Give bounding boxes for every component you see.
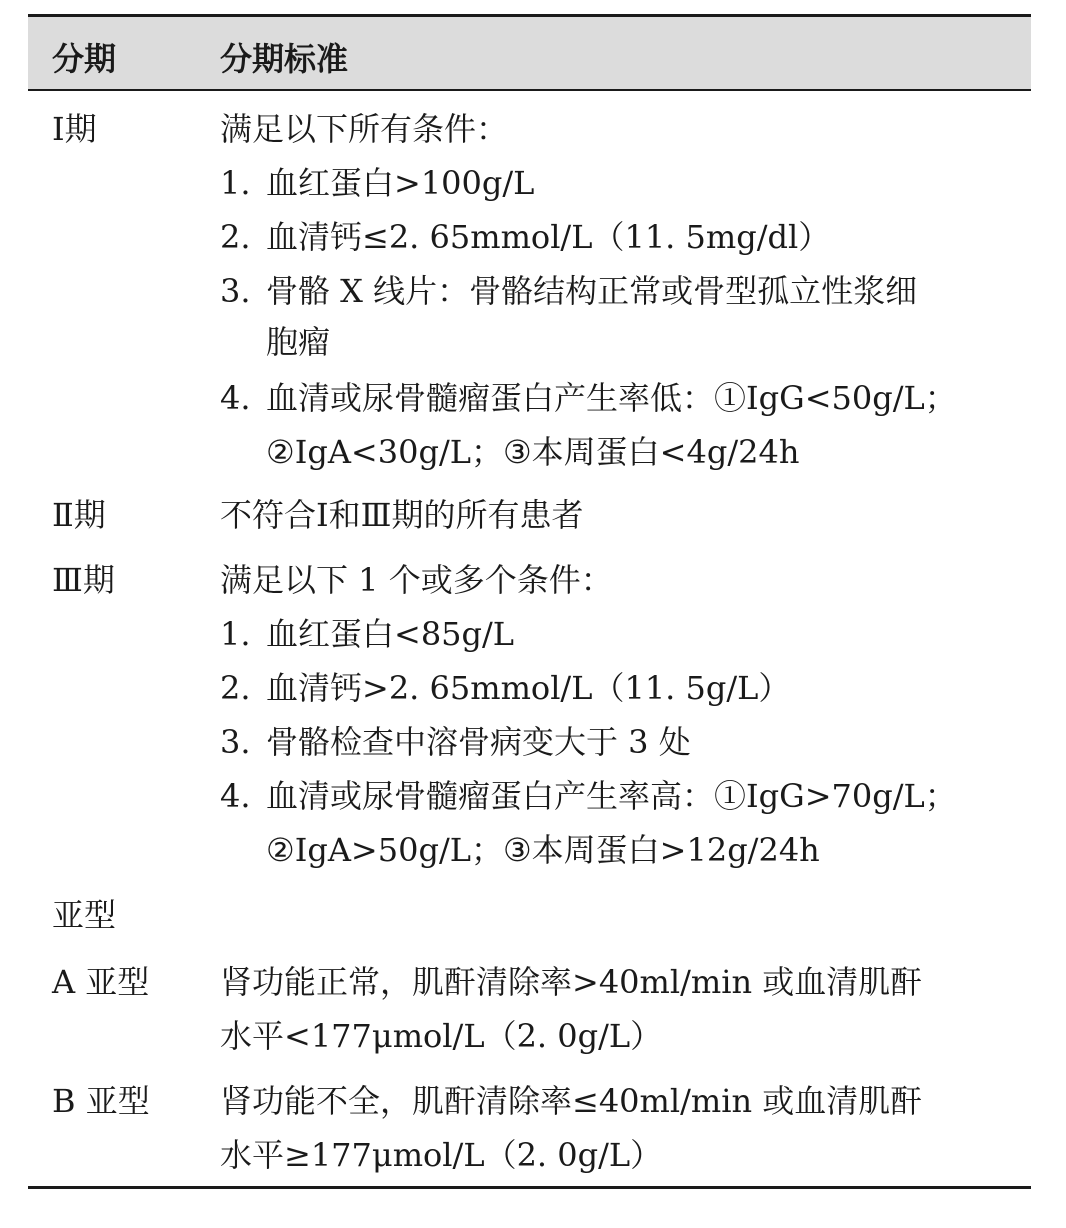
subtype-a-cont: 水平<177μmol/L（2. 0g/L） (220, 1017, 663, 1055)
stage3-item3-text: 骨骼检查中溶骨病变大于 3 处 (266, 723, 691, 761)
stage2-text: 不符合Ⅰ和Ⅲ期的所有患者 (220, 496, 584, 534)
stage3-item1-text: 血红蛋白<85g/L (266, 615, 515, 653)
stage1-item2-num: 2. (220, 218, 251, 256)
subtype-b-text: 肾功能不全，肌酐清除率≤40ml/min 或血清肌酐 (220, 1082, 923, 1120)
stage1-item3-cont: 胞瘤 (266, 323, 331, 361)
stage3-item4-text: 血清或尿骨髓瘤蛋白产生率高：①IgG>70g/L； (266, 777, 957, 815)
stage1-item4-num: 4. (220, 379, 251, 417)
stage1-item3-num: 3. (220, 272, 251, 310)
stage3-item2-text: 血清钙>2. 65mmol/L（11. 5g/L） (266, 669, 791, 707)
stage1-item3-text: 骨骼 X 线片：骨骼结构正常或骨型孤立性浆细 (266, 272, 918, 310)
staging-table (28, 14, 1031, 1190)
stage1-item2-text: 血清钙≤2. 65mmol/L（11. 5mg/dl） (266, 218, 831, 256)
stage1-item4-cont: ②IgA<30g/L；③本周蛋白<4g/24h (266, 433, 800, 471)
stage3-intro: 满足以下 1 个或多个条件： (220, 561, 613, 599)
subtype-label: 亚型 (52, 896, 117, 934)
header-criteria: 分期标准 (220, 40, 349, 78)
stage3-item1-num: 1. (220, 615, 251, 653)
stage3-item4-num: 4. (220, 777, 251, 815)
subtype-a-label: A 亚型 (52, 963, 150, 1001)
bottom-rule (28, 1186, 1031, 1189)
stage3-item4-cont: ②IgA>50g/L；③本周蛋白>12g/24h (266, 831, 820, 869)
stage1-label: Ⅰ期 (52, 110, 97, 148)
stage1-item1-text: 血红蛋白>100g/L (266, 164, 535, 202)
stage3-item3-num: 3. (220, 723, 251, 761)
stage1-item1-num: 1. (220, 164, 251, 202)
stage1-intro: 满足以下所有条件： (220, 110, 509, 148)
header-stage: 分期 (52, 40, 117, 78)
stage2-label: Ⅱ期 (52, 496, 106, 534)
subtype-b-label: B 亚型 (52, 1082, 150, 1120)
subtype-b-cont: 水平≥177μmol/L（2. 0g/L） (220, 1136, 663, 1174)
stage1-item4-text: 血清或尿骨髓瘤蛋白产生率低：①IgG<50g/L； (266, 379, 957, 417)
stage3-label: Ⅲ期 (52, 561, 115, 599)
stage3-item2-num: 2. (220, 669, 251, 707)
table-header (28, 17, 1031, 91)
subtype-a-text: 肾功能正常，肌酐清除率>40ml/min 或血清肌酐 (220, 963, 923, 1001)
